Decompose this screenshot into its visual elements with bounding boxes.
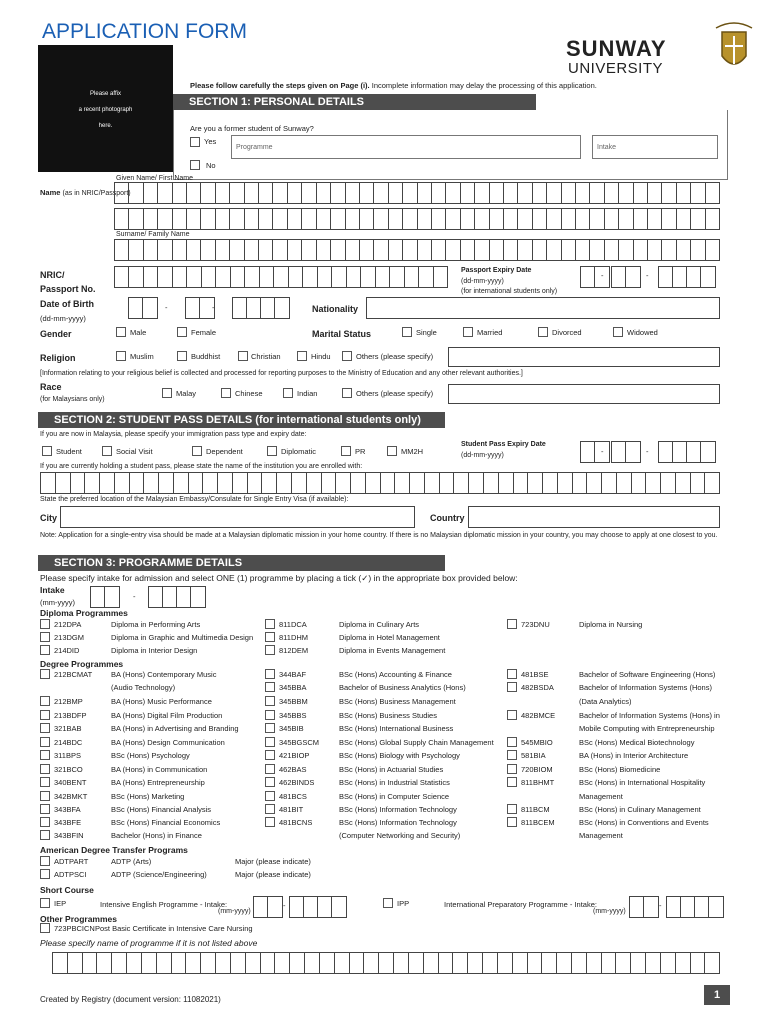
race-others-checkbox[interactable] xyxy=(342,388,352,398)
indian-label: Indian xyxy=(297,389,318,398)
programme-checkbox[interactable] xyxy=(40,856,50,866)
programme-name: Bachelor of Software Engineering (Hons) xyxy=(579,670,716,679)
programme-checkbox[interactable] xyxy=(265,817,275,827)
programme-checkbox[interactable] xyxy=(40,737,50,747)
intake-month[interactable] xyxy=(90,586,120,608)
programme-name: Diploma in Graphic and Multimedia Design xyxy=(111,633,254,642)
dependent-checkbox[interactable] xyxy=(192,446,202,456)
dash: - xyxy=(133,592,136,601)
programme-name: Post Basic Certificate in Intensive Care Nursing xyxy=(95,924,253,933)
dob-format: (dd-mm-yyyy) xyxy=(40,314,86,323)
programme-code: 213DGM xyxy=(54,633,85,642)
embassy-question: State the preferred location of the Malaysian Embassy/Consulate for Single Entry Visa (if available): xyxy=(40,496,349,503)
iep-intake-year[interactable] xyxy=(289,896,347,918)
programme-code: 321BCO xyxy=(54,765,83,774)
diploma-heading: Diploma Programmes xyxy=(40,608,128,618)
programme-checkbox[interactable] xyxy=(40,923,50,933)
programme-name: BSc (Hons) Biomedicine xyxy=(579,765,661,774)
programme-checkbox[interactable] xyxy=(265,645,275,655)
crest-icon xyxy=(714,22,754,80)
programme-name: Diploma in Culinary Arts xyxy=(339,620,420,629)
programme-code: 321BAB xyxy=(54,724,82,733)
mm2h-label: MM2H xyxy=(401,447,424,456)
passport-expiry-day[interactable] xyxy=(580,266,610,288)
university-logo xyxy=(566,22,756,82)
dob-day[interactable] xyxy=(128,297,158,319)
not-listed-boxes[interactable] xyxy=(52,952,720,974)
muslim-checkbox[interactable] xyxy=(116,351,126,361)
programme-name: BSc (Hons) Global Supply Chain Management xyxy=(339,738,494,747)
programme-checkbox[interactable] xyxy=(40,645,50,655)
programme-checkbox[interactable] xyxy=(40,804,50,814)
programme-code: 214DID xyxy=(54,646,80,655)
programme-name: BSc (Hons) Accounting & Finance xyxy=(339,670,452,679)
degree-heading: Degree Programmes xyxy=(40,659,124,669)
diplomatic-checkbox[interactable] xyxy=(267,446,277,456)
programme-name: BA (Hons) Music Performance xyxy=(111,697,212,706)
section-3-header: SECTION 3: PROGRAMME DETAILS xyxy=(38,555,445,571)
programme-name: BA (Hons) in Communication xyxy=(111,765,208,774)
programme-code: 345BBA xyxy=(279,683,307,692)
programme-name: Bachelor of Information Systems (Hons) in xyxy=(579,711,720,720)
programme-code: 343BFE xyxy=(54,818,82,827)
programme-name: BSc (Hons) Biology with Psychology xyxy=(339,751,460,760)
city-input[interactable] xyxy=(60,506,415,528)
programme-checkbox[interactable] xyxy=(265,791,275,801)
former-no-checkbox[interactable] xyxy=(190,160,200,170)
institution-question: If you are currently holding a student pass, please state the name of the institution you are enrolled with: xyxy=(40,463,363,470)
section-2-header: SECTION 2: STUDENT PASS DETAILS (for international students only) xyxy=(38,412,445,428)
programme-name: Management xyxy=(579,792,623,801)
programme-checkbox[interactable] xyxy=(40,764,50,774)
gender-label: Gender xyxy=(40,329,72,339)
married-label: Married xyxy=(477,328,503,337)
pass-question: If you are now in Malaysia, please specify your immigration pass type and expiry date: xyxy=(40,431,307,438)
intake-year[interactable] xyxy=(148,586,206,608)
social-checkbox[interactable] xyxy=(102,446,112,456)
programme-code: 811DHM xyxy=(279,633,309,642)
page-number: 1 xyxy=(704,985,730,1005)
adtp-heading: American Degree Transfer Programs xyxy=(40,845,188,855)
institution-boxes[interactable] xyxy=(40,472,720,494)
programme-checkbox[interactable] xyxy=(265,682,275,692)
programme-checkbox[interactable] xyxy=(507,750,517,760)
programme-checkbox[interactable] xyxy=(507,777,517,787)
programme-name: (Computer Networking and Security) xyxy=(339,831,461,840)
dash: - xyxy=(646,271,649,280)
programme-name: BSc (Hons) in Conventions and Events xyxy=(579,818,709,827)
programme-code: 345BBM xyxy=(279,697,308,706)
programme-name: Management xyxy=(579,831,623,840)
student-pass-expiry-month[interactable] xyxy=(611,441,641,463)
nric-label-2: Passport No. xyxy=(40,284,96,294)
programme-name: BSc (Hons) in Culinary Management xyxy=(579,805,701,814)
programme-code: 812DEM xyxy=(279,646,309,655)
dash: - xyxy=(283,901,286,910)
programme-checkbox[interactable] xyxy=(507,682,517,692)
former-programme-field[interactable] xyxy=(231,135,581,159)
race-others-label: Others (please specify) xyxy=(356,389,434,398)
name-label: Name (as in NRIC/Passport) xyxy=(40,188,131,197)
programme-name: Bachelor of Business Analytics (Hons) xyxy=(339,683,466,692)
iep-intake-label: Intensive English Programme - Intake: xyxy=(100,900,228,909)
programme-code: 421BIOP xyxy=(279,751,310,760)
programme-code: 212DPA xyxy=(54,620,82,629)
photo-box[interactable] xyxy=(38,45,173,172)
given-name-boxes[interactable] xyxy=(114,182,720,204)
programme-checkbox[interactable] xyxy=(40,830,50,840)
programme-checkbox[interactable] xyxy=(40,777,50,787)
programme-name: Bachelor of Information Systems (Hons) xyxy=(579,683,712,692)
programme-instruction: Please specify intake for admission and select ONE (1) programme by placing a tick (✓) in the appropriate box provided below: xyxy=(40,573,518,583)
programme-checkbox[interactable] xyxy=(40,632,50,642)
instruction: Please follow carefully the steps given on Page (i). Incomplete information may delay the processing of this application. xyxy=(190,81,597,90)
single-label: Single xyxy=(416,328,437,337)
programme-checkbox[interactable] xyxy=(507,737,517,747)
surname-boxes[interactable] xyxy=(114,239,720,261)
programme-name: BSc (Hons) Information Technology xyxy=(339,805,457,814)
surname-label: Surname/ Family Name xyxy=(116,231,190,238)
buddhist-label: Buddhist xyxy=(191,352,221,361)
widowed-checkbox[interactable] xyxy=(613,327,623,337)
not-listed-label: Please specify name of programme if it is not listed above xyxy=(40,938,258,948)
divorced-label: Divorced xyxy=(552,328,582,337)
programme-checkbox[interactable] xyxy=(40,710,50,720)
ipp-intake-month[interactable] xyxy=(629,896,659,918)
programme-checkbox[interactable] xyxy=(265,777,275,787)
programme-name: BA (Hons) Contemporary Music xyxy=(111,670,217,679)
programme-code: 723PBCICN xyxy=(54,924,95,933)
programme-label: Programme xyxy=(236,144,273,151)
passport-expiry-note: (for international students only) xyxy=(461,288,558,295)
programme-checkbox[interactable] xyxy=(40,669,50,679)
married-checkbox[interactable] xyxy=(463,327,473,337)
programme-code: 723DNU xyxy=(521,620,550,629)
programme-name: BSc (Hons) Financial Economics xyxy=(111,818,221,827)
religion-others-checkbox[interactable] xyxy=(342,351,352,361)
programme-code: 311BPS xyxy=(54,751,81,760)
programme-name: BSc (Hons) Information Technology xyxy=(339,818,457,827)
other-programmes-heading: Other Programmes xyxy=(40,914,117,924)
dash: - xyxy=(659,901,662,910)
programme-name: BSc (Hons) in Computer Science xyxy=(339,792,450,801)
programme-name: Mobile Computing with Entrepreneurship xyxy=(579,724,715,733)
intake-format: (mm-yyyy) xyxy=(40,598,75,607)
programme-checkbox[interactable] xyxy=(383,898,393,908)
programme-checkbox[interactable] xyxy=(507,619,517,629)
buddhist-checkbox[interactable] xyxy=(177,351,187,361)
nric-label-1: NRIC/ xyxy=(40,270,65,280)
ipp-intake-label: International Preparatory Programme - Intake: xyxy=(444,900,597,909)
programme-name: Diploma in Nursing xyxy=(579,620,643,629)
programme-code: 482BMCE xyxy=(521,711,556,720)
photo-line-3: here. xyxy=(98,123,113,129)
indian-checkbox[interactable] xyxy=(283,388,293,398)
programme-checkbox[interactable] xyxy=(507,817,517,827)
former-yes-label: Yes xyxy=(204,137,217,146)
iep-intake-format: (mm-yyyy) xyxy=(218,908,251,915)
marital-label: Marital Status xyxy=(312,329,372,339)
programme-checkbox[interactable] xyxy=(507,710,517,720)
programme-name: Diploma in Hotel Management xyxy=(339,633,440,642)
passport-expiry-format: (dd-mm-yyyy) xyxy=(461,278,504,285)
religion-label: Religion xyxy=(40,353,76,363)
programme-checkbox[interactable] xyxy=(40,619,50,629)
social-label: Social Visit xyxy=(116,447,153,456)
former-yes-checkbox[interactable] xyxy=(190,137,200,147)
programme-name: BA (Hons) in Advertising and Branding xyxy=(111,724,239,733)
programme-name: BSc (Hons) Business Studies xyxy=(339,711,437,720)
short-course-heading: Short Course xyxy=(40,885,94,895)
dob-month[interactable] xyxy=(185,297,215,319)
student-pass-expiry-day[interactable] xyxy=(580,441,610,463)
given-name-boxes-2[interactable] xyxy=(114,208,720,230)
city-label: City xyxy=(40,513,58,523)
chinese-label: Chinese xyxy=(235,389,263,398)
programme-name: BSc (Hons) in Actuarial Studies xyxy=(339,765,444,774)
programme-code: 481BCS xyxy=(279,792,307,801)
malay-checkbox[interactable] xyxy=(162,388,172,398)
programme-checkbox[interactable] xyxy=(265,669,275,679)
widowed-label: Widowed xyxy=(627,328,658,337)
male-label: Male xyxy=(130,328,147,337)
programme-code: 481BSE xyxy=(521,670,549,679)
dash: - xyxy=(646,447,649,456)
programme-checkbox[interactable] xyxy=(40,750,50,760)
country-input[interactable] xyxy=(468,506,720,528)
programme-name: BSc (Hons) International Business xyxy=(339,724,454,733)
race-label: Race xyxy=(40,382,62,392)
religion-others-input[interactable] xyxy=(448,347,720,367)
programme-checkbox[interactable] xyxy=(265,723,275,733)
programme-name: BSc (Hons) in Industrial Statistics xyxy=(339,778,450,787)
programme-name: BSc (Hons) Medical Biotechnology xyxy=(579,738,695,747)
passport-expiry-label: Passport Expiry Date xyxy=(461,267,532,274)
programme-code: 581BIA xyxy=(521,751,546,760)
race-others-input[interactable] xyxy=(448,384,720,404)
former-intake-field[interactable] xyxy=(592,135,718,159)
hindu-label: Hindu xyxy=(311,352,331,361)
visa-note: Note: Application for a single-entry visa should be made at a Malaysian diplomatic mission in your home country. If there is no Malaysian diplomatic mission in your country, you may choose to apply at one closest to you. xyxy=(40,532,718,539)
religion-note: [Information relating to your religious belief is collected and processed for reporting purposes to the Ministry of Education and any other relevant authorities.] xyxy=(40,370,523,377)
programme-code: 213BDFP xyxy=(54,711,87,720)
given-name-label: Given Name/ First Name xyxy=(116,175,194,182)
programme-checkbox[interactable] xyxy=(40,696,50,706)
programme-code: 343BFA xyxy=(54,805,81,814)
divorced-checkbox[interactable] xyxy=(538,327,548,337)
dash: - xyxy=(601,271,604,280)
programme-code: 720BIOM xyxy=(521,765,553,774)
muslim-label: Muslim xyxy=(130,352,154,361)
gender-female-checkbox[interactable] xyxy=(177,327,187,337)
mm2h-checkbox[interactable] xyxy=(387,446,397,456)
programme-code: 462BINDS xyxy=(279,778,315,787)
document-version: Created by Registry (document version: 11082021) xyxy=(40,995,221,1004)
programme-code: 811DCA xyxy=(279,620,307,629)
passport-expiry-year[interactable] xyxy=(658,266,716,288)
single-checkbox[interactable] xyxy=(402,327,412,337)
student-pass-expiry-year[interactable] xyxy=(658,441,716,463)
programme-checkbox[interactable] xyxy=(265,619,275,629)
programme-code: 340BENT xyxy=(54,778,87,787)
programme-code: 344BAF xyxy=(279,670,307,679)
ipp-intake-year[interactable] xyxy=(666,896,724,918)
race-note: (for Malaysians only) xyxy=(40,396,105,403)
adtp-arts-major: Major (please indicate) xyxy=(235,857,311,866)
programme-name: Diploma in Interior Design xyxy=(111,646,198,655)
pr-checkbox[interactable] xyxy=(341,446,351,456)
diplomatic-label: Diplomatic xyxy=(281,447,317,456)
logo-text-university: UNIVERSITY xyxy=(568,60,664,77)
iep-intake-month[interactable] xyxy=(253,896,283,918)
programme-name: Diploma in Performing Arts xyxy=(111,620,201,629)
programme-checkbox[interactable] xyxy=(40,791,50,801)
form-title: APPLICATION FORM xyxy=(42,20,247,43)
passport-expiry-month[interactable] xyxy=(611,266,641,288)
programme-code: 545MBIO xyxy=(521,738,553,747)
former-question: Are you a former student of Sunway? xyxy=(190,124,314,133)
dependent-label: Dependent xyxy=(206,447,243,456)
programme-code: 345BGSCM xyxy=(279,738,320,747)
programme-name: BSc (Hons) in International Hospitality xyxy=(579,778,706,787)
programme-checkbox[interactable] xyxy=(40,723,50,733)
programme-checkbox[interactable] xyxy=(507,764,517,774)
programme-checkbox[interactable] xyxy=(265,750,275,760)
ipp-intake-format: (mm-yyyy) xyxy=(593,908,626,915)
nationality-input[interactable] xyxy=(366,297,720,319)
religion-others-label: Others (please specify) xyxy=(356,352,434,361)
programme-checkbox[interactable] xyxy=(265,764,275,774)
malay-label: Malay xyxy=(176,389,197,398)
former-no-label: No xyxy=(206,161,216,170)
programme-code: 481BIT xyxy=(279,805,304,814)
student-pass-expiry-label: Student Pass Expiry Date xyxy=(461,441,546,448)
dash: - xyxy=(601,447,604,456)
hindu-checkbox[interactable] xyxy=(297,351,307,361)
programme-code: 462BAS xyxy=(279,765,307,774)
programme-name: BSc (Hons) Financial Analysis xyxy=(111,805,212,814)
programme-name: BA (Hons) Entrepreneurship xyxy=(111,778,205,787)
student-pass-expiry-format: (dd-mm-yyyy) xyxy=(461,452,504,459)
programme-name: BSc (Hons) Marketing xyxy=(111,792,185,801)
programme-checkbox[interactable] xyxy=(507,804,517,814)
nric-boxes[interactable] xyxy=(114,266,448,288)
adtp-sci-major: Major (please indicate) xyxy=(235,870,311,879)
programme-checkbox[interactable] xyxy=(40,869,50,879)
programme-name: ADTP (Arts) xyxy=(111,857,152,866)
student-checkbox[interactable] xyxy=(42,446,52,456)
programme-name: (Data Analytics) xyxy=(579,697,632,706)
programme-checkbox[interactable] xyxy=(265,696,275,706)
student-label: Student xyxy=(56,447,82,456)
pr-label: PR xyxy=(355,447,366,456)
photo-line-1: Please affix xyxy=(90,91,121,97)
christian-label: Christian xyxy=(251,352,281,361)
programme-checkbox[interactable] xyxy=(265,804,275,814)
dob-year[interactable] xyxy=(232,297,290,319)
intake-label: Intake xyxy=(40,585,65,595)
intake-label: Intake xyxy=(597,144,617,151)
programme-code: ADTPART xyxy=(54,857,89,866)
programme-name: BA (Hons) Digital Film Production xyxy=(111,711,223,720)
programme-name: BSc (Hons) Business Management xyxy=(339,697,456,706)
programme-name: BA (Hons) in Interior Architecture xyxy=(579,751,689,760)
programme-code: ADTPSCI xyxy=(54,870,87,879)
programme-code: 212BCMAT xyxy=(54,670,93,679)
programme-name: (Audio Technology) xyxy=(111,683,176,692)
programme-checkbox[interactable] xyxy=(40,817,50,827)
programme-checkbox[interactable] xyxy=(265,632,275,642)
dob-label: Date of Birth xyxy=(40,299,94,309)
programme-name: BSc (Hons) Psychology xyxy=(111,751,190,760)
female-label: Female xyxy=(191,328,217,337)
programme-code: 345BBS xyxy=(279,711,307,720)
programme-name: ADTP (Science/Engineering) xyxy=(111,870,207,879)
programme-checkbox[interactable] xyxy=(507,669,517,679)
country-label: Country xyxy=(430,513,465,523)
programme-checkbox[interactable] xyxy=(265,737,275,747)
programme-code: 811BCEM xyxy=(521,818,555,827)
programme-name: Diploma in Events Management xyxy=(339,646,446,655)
programme-code: 481BCNS xyxy=(279,818,313,827)
section-1-header: SECTION 1: PERSONAL DETAILS xyxy=(173,94,536,110)
programme-checkbox[interactable] xyxy=(40,898,50,908)
gender-male-checkbox[interactable] xyxy=(116,327,126,337)
photo-line-2: a recent photograph xyxy=(78,107,133,113)
programme-code: 811BCM xyxy=(521,805,550,814)
dash: - xyxy=(212,303,215,312)
programme-code: 343BFIN xyxy=(54,831,84,840)
programme-code: 345BIB xyxy=(279,724,304,733)
programme-code: 811BHMT xyxy=(521,778,555,787)
christian-checkbox[interactable] xyxy=(238,351,248,361)
programme-code: 214BDC xyxy=(54,738,83,747)
programme-checkbox[interactable] xyxy=(265,710,275,720)
chinese-checkbox[interactable] xyxy=(221,388,231,398)
programme-code: IPP xyxy=(397,899,410,908)
nationality-label: Nationality xyxy=(312,304,359,314)
logo-text-sunway: SUNWAY xyxy=(566,36,667,61)
dash: - xyxy=(165,303,168,312)
programme-name: Bachelor (Hons) in Finance xyxy=(111,831,202,840)
programme-code: IEP xyxy=(54,899,67,908)
programme-code: 342BMKT xyxy=(54,792,88,801)
programme-name: BA (Hons) Design Communication xyxy=(111,738,225,747)
programme-code: 482BSDA xyxy=(521,683,554,692)
programme-code: 212BMP xyxy=(54,697,83,706)
